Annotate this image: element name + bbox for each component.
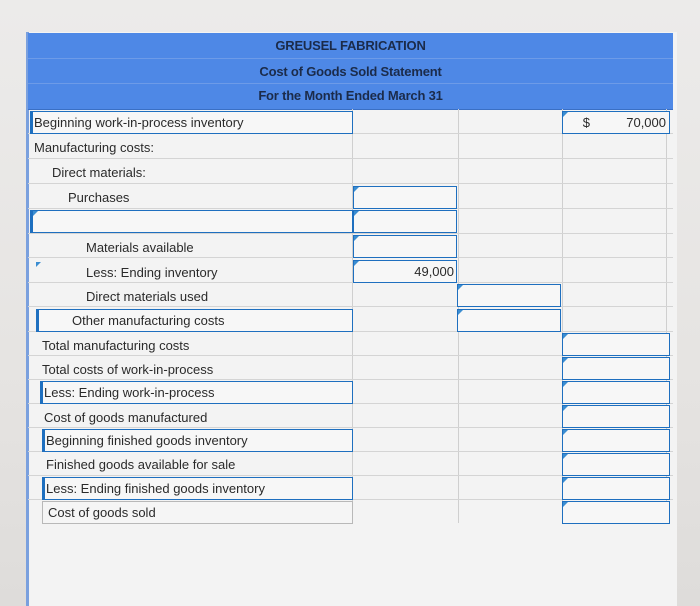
- beginning-wip-amount: 70,000: [626, 115, 666, 130]
- input-marker: [354, 236, 359, 241]
- total-costs-wip-cell[interactable]: [562, 357, 670, 380]
- cost-goods-sold-label: Cost of goods sold: [48, 505, 156, 520]
- input-marker: [36, 262, 41, 267]
- less-ending-inventory-label: Less: Ending inventory: [86, 265, 218, 280]
- input-marker: [563, 406, 568, 411]
- total-manufacturing-costs-label: Total manufacturing costs: [42, 338, 190, 353]
- cost-goods-sold-cell[interactable]: [562, 501, 670, 524]
- purchases-label: Purchases: [68, 190, 130, 205]
- beginning-fg-label: Beginning finished goods inventory: [46, 433, 248, 448]
- materials-available-cell[interactable]: [353, 235, 457, 258]
- blank-amount-input[interactable]: [353, 210, 457, 233]
- header-divider: [28, 83, 673, 84]
- cost-goods-manufactured-label: Cost of goods manufactured: [44, 410, 208, 425]
- input-marker: [563, 454, 568, 459]
- input-marker: [563, 382, 568, 387]
- total-costs-wip-label: Total costs of work-in-process: [42, 362, 214, 377]
- materials-available-label: Materials available: [86, 240, 194, 255]
- input-marker: [458, 285, 463, 290]
- input-marker: [458, 310, 463, 315]
- ending-inventory-amount: 49,000: [414, 264, 454, 279]
- statement-period: For the Month Ended March 31: [258, 88, 443, 103]
- input-marker: [563, 502, 568, 507]
- ending-wip-cell[interactable]: [562, 381, 670, 404]
- blank-label-input[interactable]: [30, 210, 353, 233]
- input-marker: [563, 478, 568, 483]
- fg-available-cell[interactable]: [562, 453, 670, 476]
- beginning-fg-cell[interactable]: [562, 429, 670, 452]
- input-marker: [354, 261, 359, 266]
- company-name: GREUSEL FABRICATION: [275, 38, 426, 53]
- input-marker: [354, 211, 359, 216]
- input-marker: [563, 358, 568, 363]
- beginning-wip-label: Beginning work-in-process inventory: [34, 115, 244, 130]
- direct-materials-label: Direct materials:: [52, 165, 146, 180]
- direct-materials-used-cell[interactable]: [457, 284, 561, 307]
- other-manufacturing-amount-cell[interactable]: [457, 309, 561, 332]
- dollar-sign: $: [582, 115, 590, 130]
- manufacturing-costs-label: Manufacturing costs:: [34, 140, 154, 155]
- row-divider: [28, 233, 673, 234]
- less-ending-fg-label: Less: Ending finished goods inventory: [46, 481, 265, 496]
- cost-goods-manufactured-cell[interactable]: [562, 405, 670, 428]
- header-divider: [28, 58, 673, 59]
- purchases-amount-cell[interactable]: [353, 186, 457, 209]
- direct-materials-used-label: Direct materials used: [86, 289, 209, 304]
- input-marker: [354, 187, 359, 192]
- input-marker: [563, 334, 568, 339]
- input-marker: [563, 430, 568, 435]
- other-manufacturing-costs-label: Other manufacturing costs: [72, 313, 225, 328]
- statement-title: Cost of Goods Sold Statement: [259, 64, 442, 79]
- less-ending-wip-label: Less: Ending work-in-process: [44, 385, 215, 400]
- ending-fg-cell[interactable]: [562, 477, 670, 500]
- total-manufacturing-cell[interactable]: [562, 333, 670, 356]
- fg-available-label: Finished goods available for sale: [46, 457, 236, 472]
- input-marker: [563, 112, 568, 117]
- input-marker: [33, 211, 38, 216]
